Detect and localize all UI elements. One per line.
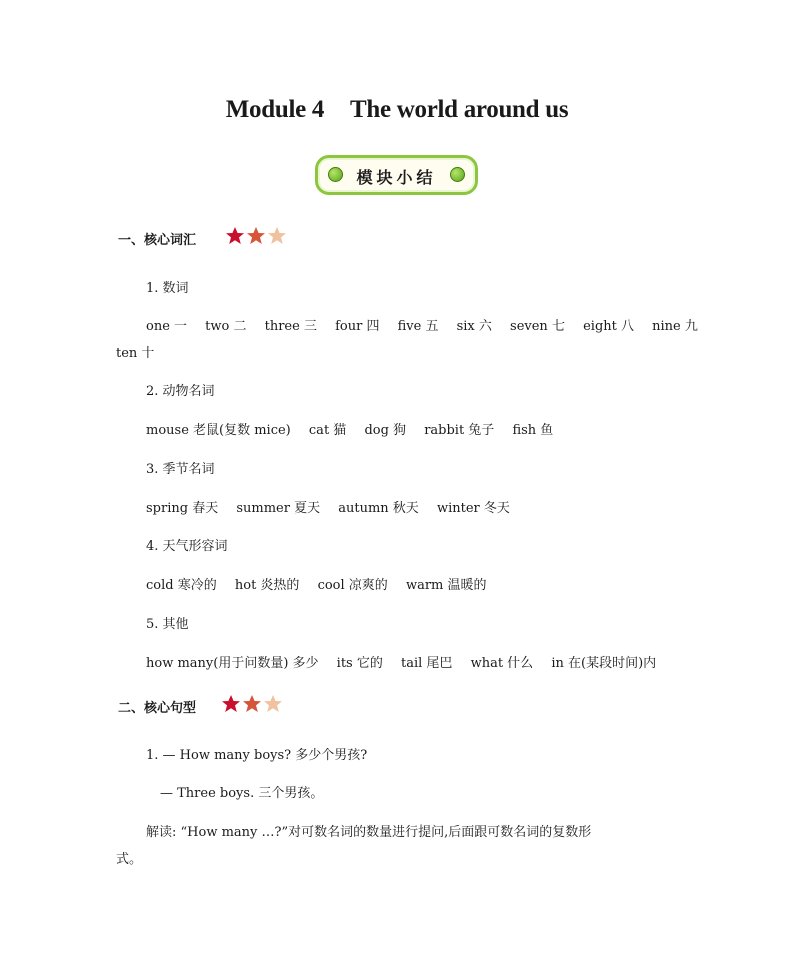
vocab-word: cool 凉爽的 — [317, 578, 388, 593]
explanation-line: 解读: “How many …?”对可数名词的数量进行提问,后面跟可数名词的复数形 — [146, 825, 592, 840]
vocab-line — [146, 652, 656, 671]
title-topic: The world around us — [350, 96, 569, 123]
vocab-word: spring 春天 — [146, 501, 219, 516]
item-label: 1. 数词 — [146, 281, 189, 296]
vocab-word: winter 冬天 — [436, 501, 510, 516]
vocab-word: tail 尾巴 — [401, 656, 453, 671]
explanation-line: 式。 — [116, 852, 143, 867]
vocab-word: dog 狗 — [364, 423, 407, 438]
vocab-word: seven 七 — [510, 319, 565, 334]
vocab-word: mouse 老鼠(复数 mice) — [146, 423, 291, 438]
vocab-word: fish 鱼 — [512, 423, 554, 438]
vocab-word: four 四 — [335, 319, 380, 334]
vocab-word: six 六 — [456, 319, 492, 334]
banner-label: 模块小结 — [356, 168, 437, 187]
vocab-word: what 什么 — [470, 656, 534, 671]
title-module: Module 4 — [225, 96, 325, 123]
vocab-word: its 它的 — [336, 656, 383, 671]
vocab-line — [146, 497, 510, 516]
item-label: 4. 天气形容词 — [146, 539, 228, 554]
vocab-word: summer 夏天 — [236, 501, 321, 516]
vocab-word: five 五 — [397, 319, 439, 334]
vocab-word: three 三 — [264, 319, 317, 334]
vocab-word: warm 温暖的 — [405, 578, 487, 593]
item-label: 2. 动物名词 — [146, 384, 215, 399]
module-summary-banner — [315, 155, 478, 195]
item-label: 5. 其他 — [146, 617, 189, 632]
section2-heading: 二、核心句型 — [118, 701, 197, 716]
vocab-line — [146, 315, 698, 334]
vocab-word: nine 九 — [652, 319, 698, 334]
vocab-word: one 一 — [146, 319, 188, 334]
pattern-answer: — Three boys. 三个男孩。 — [160, 786, 324, 801]
vocab-word: how many(用于问数量) 多少 — [146, 656, 319, 671]
pattern-question: 1. — How many boys? 多少个男孩? — [146, 748, 368, 763]
vocab-word: ten 十 — [116, 346, 155, 361]
rating-stars-icon — [225, 226, 289, 246]
vocab-word: eight 八 — [583, 319, 634, 334]
vocab-word: rabbit 兔子 — [424, 423, 495, 438]
vocab-line — [146, 419, 553, 438]
vocab-word: autumn 秋天 — [338, 501, 419, 516]
vocab-line — [146, 574, 487, 593]
section1-heading: 一、核心词汇 — [118, 233, 197, 248]
item-label: 3. 季节名词 — [146, 462, 215, 477]
vocab-word: cat 猫 — [308, 423, 347, 438]
vocab-line — [116, 342, 154, 361]
vocab-word: cold 寒冷的 — [146, 578, 217, 593]
page-title — [0, 96, 794, 124]
vocab-word: two 二 — [205, 319, 247, 334]
rating-stars-icon — [221, 694, 285, 714]
vocab-word: hot 炎热的 — [234, 578, 300, 593]
vocab-word: in 在(某段时间)内 — [551, 656, 657, 671]
